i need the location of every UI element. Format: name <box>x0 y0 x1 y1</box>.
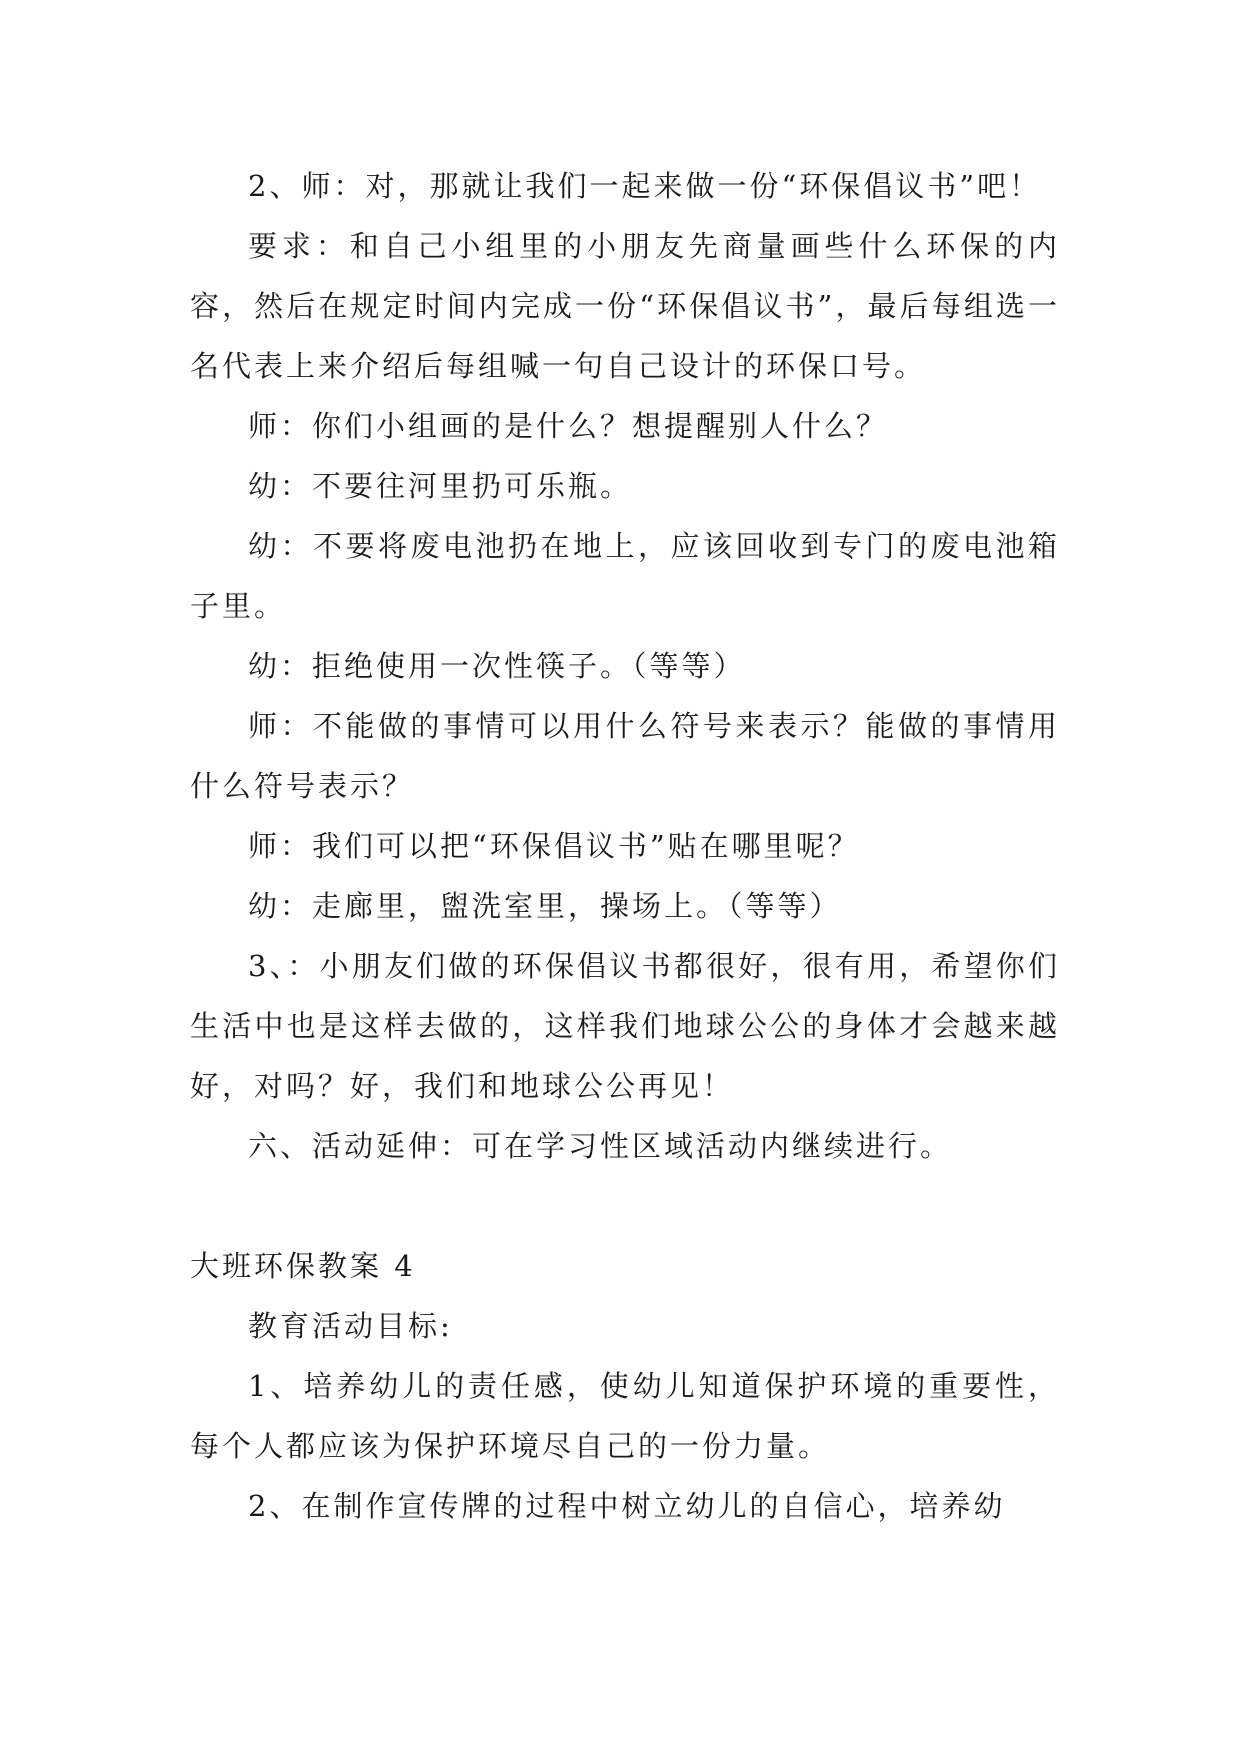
paragraph-closing: 3、：小朋友们做的环保倡议书都很好，很有用，希望你们生活中也是这样去做的，这样我们地球公公的身体才会越来越好，对吗？好，我们和地球公公再见！ <box>190 949 1060 1103</box>
paragraph-child-answer-2: 幼：不要将废电池扔在地上，应该回收到专门的废电池箱子里。 <box>190 529 1060 623</box>
paragraph-teacher-where: 师：我们可以把“环保倡议书”贴在哪里呢？ <box>248 829 860 863</box>
paragraph-child-answer-1: 幼：不要往河里扔可乐瓶。 <box>248 469 633 503</box>
paragraph-requirements: 要求：和自己小组里的小朋友先商量画些什么环保的内容，然后在规定时间内完成一份“环保倡议书”，最后每组选一名代表上来介绍后每组喊一句自己设计的环保口号。 <box>190 229 1060 383</box>
paragraph-goal-1: 1、培养幼儿的责任感，使幼儿知道保护环境的重要性，每个人都应该为保护环境尽自己的一份力量。 <box>190 1369 1060 1463</box>
section-title: 大班环保教案 4 <box>190 1249 416 1283</box>
section-gap <box>190 1176 1060 1236</box>
paragraph-child-answer-3: 幼：拒绝使用一次性筷子。（等等） <box>248 649 746 683</box>
paragraph-teacher-proposal: 2、师：对，那就让我们一起来做一份“环保倡议书”吧！ <box>248 169 1042 203</box>
paragraph-goal-2: 2、在制作宣传牌的过程中树立幼儿的自信心，培养幼 <box>248 1489 1006 1523</box>
paragraph-extension: 六、活动延伸：可在学习性区域活动内继续进行。 <box>248 1129 953 1163</box>
paragraph-goals-heading: 教育活动目标: <box>248 1309 453 1343</box>
paragraph-teacher-symbols: 师：不能做的事情可以用什么符号来表示？能做的事情用什么符号表示？ <box>190 709 1060 803</box>
document-body <box>190 156 1060 1536</box>
paragraph-teacher-question: 师：你们小组画的是什么？想提醒别人什么？ <box>248 409 889 443</box>
paragraph-child-places: 幼：走廊里，盥洗室里，操场上。（等等） <box>248 889 842 923</box>
